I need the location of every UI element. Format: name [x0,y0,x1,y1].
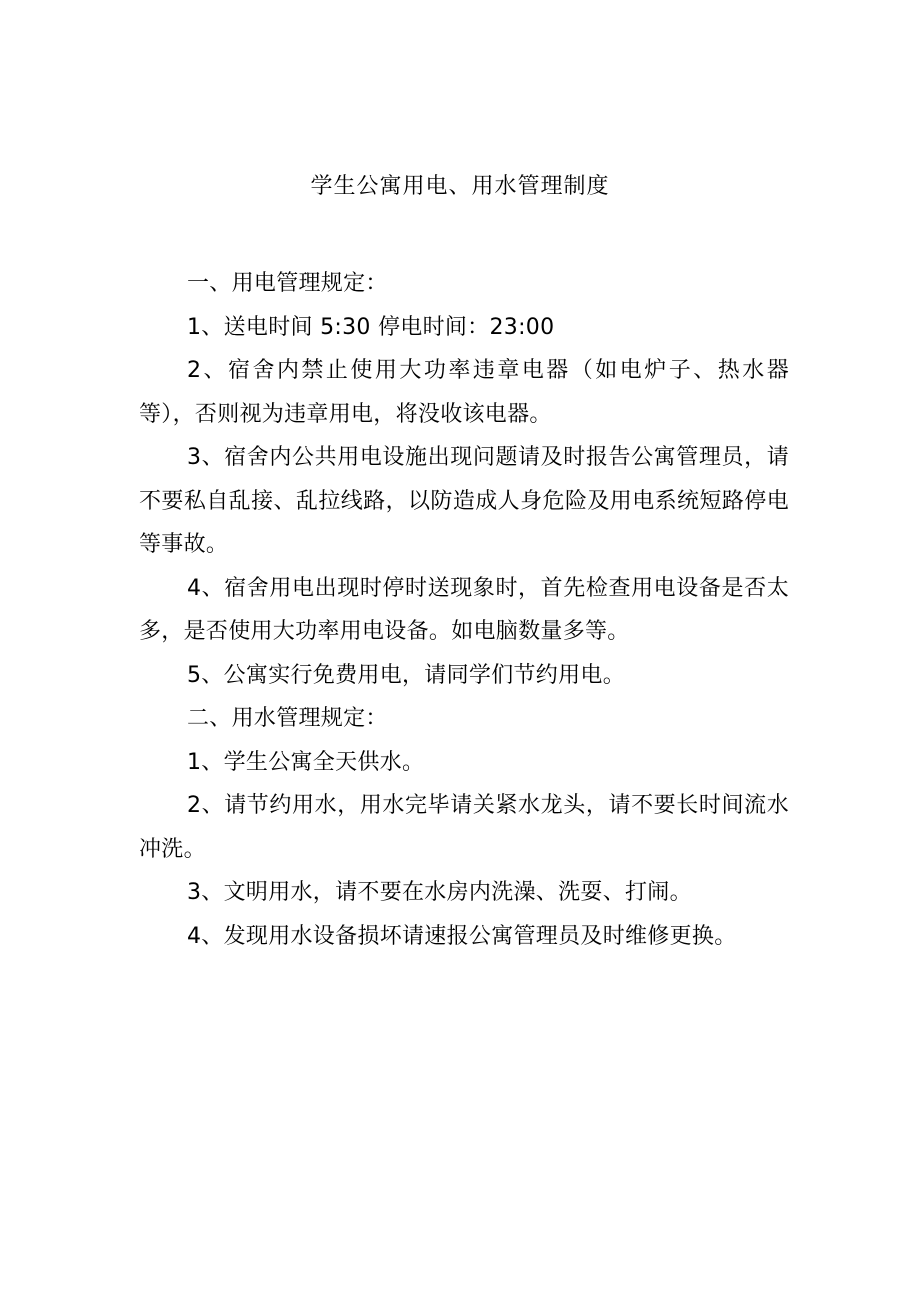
rule-electric-1: 1、送电时间 5:30 停电时间：23:00 [187,314,555,340]
rule-electric-4: 4、宿舍用电出现时停时送现象时，首先检查用电设备是否太多，是否使用大功率用电设备。如电脑数量多等。 [139,575,789,644]
document-title: 学生公寓用电、用水管理制度 [310,174,610,199]
rule-water-4: 4、发现用水设备损坏请速报公寓管理员及时维修更换。 [187,923,737,949]
rule-electric-2: 2、宿舍内禁止使用大功率违章电器（如电炉子、热水器等），否则视为违章用电，将没收该电器。 [139,358,789,427]
document-body [139,262,789,958]
rule-electric-3: 3、宿舍内公共用电设施出现问题请及时报告公寓管理员，请不要私自乱接、乱拉线路，以防造成人身危险及用电系统短路停电等事故。 [139,445,789,557]
rule-water-3: 3、文明用水，请不要在水房内洗澡、洗耍、打闹。 [187,880,692,905]
rule-water-2: 2、请节约用水，用水完毕请关紧水龙头，请不要长时间流水冲洗。 [139,793,789,862]
section-heading-water: 二、用水管理规定： [187,706,388,731]
rule-water-1: 1、学生公寓全天供水。 [187,749,425,775]
section-heading-electricity: 一、用电管理规定： [187,271,388,296]
rule-electric-5: 5、公寓实行免费用电，请同学们节约用电。 [187,662,625,688]
